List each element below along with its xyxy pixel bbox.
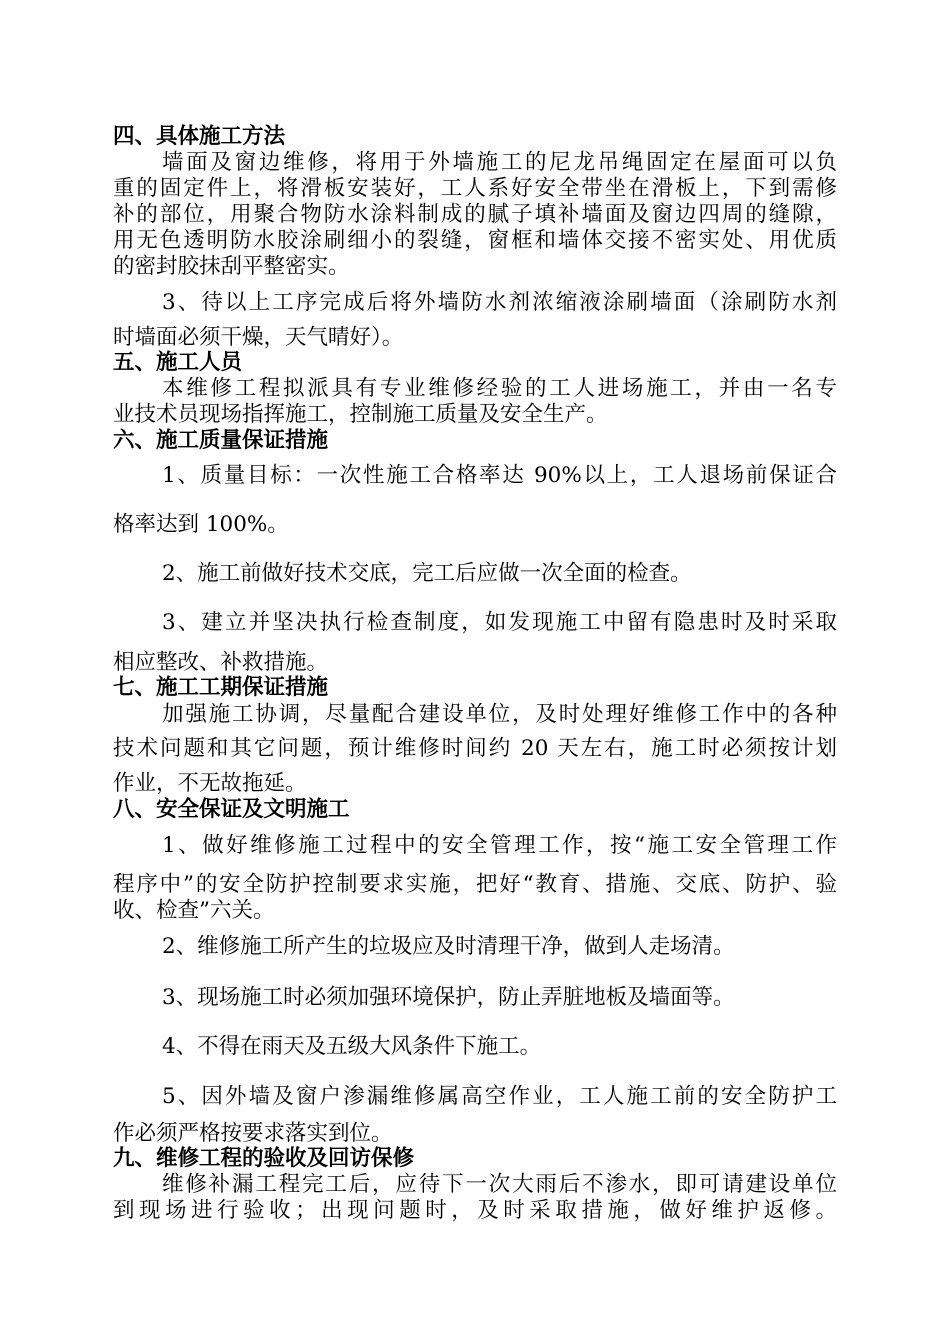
paragraph-line: 时墙面必须干燥，天气晴好）。 [113,325,404,350]
paragraph-line: 3、现场施工时必须加强环境保护，防止弄脏地板及墙面等。 [162,985,735,1010]
paragraph-line: 维修补漏工程完工后，应待下一次大雨后不渗水，即可请建设单位 [162,1172,837,1197]
paragraph-line: 程序中”的安全防护控制要求实施，把好“教育、措施、交底、防护、验 [113,872,837,897]
paragraph-line: 到现场进行验收；出现问题时，及时采取措施，做好维护返修。 [113,1198,837,1223]
paragraph-line: 墙面及窗边维修，将用于外墙施工的尼龙吊绳固定在屋面可以负 [162,150,837,175]
section-heading-8: 八、安全保证及文明施工 [113,797,350,822]
section-heading-6: 六、施工质量保证措施 [113,428,329,453]
paragraph-line: 本维修工程拟派具有专业维修经验的工人进场施工，并由一名专 [162,376,837,401]
paragraph-line: 相应整改、补救措施。 [113,650,329,675]
section-heading-9: 九、维修工程的验收及回访保修 [113,1146,415,1171]
paragraph-line: 3、待以上工序完成后将外墙防水剂浓缩液涂刷墙面（涂刷防水剂 [162,290,837,315]
paragraph-line: 技术问题和其它问题，预计维修时间约 20 天左右，施工时必须按计划 [113,736,837,761]
paragraph-line: 4、不得在雨天及五级大风条件下施工。 [162,1034,542,1059]
paragraph-line: 1、做好维修施工过程中的安全管理工作，按“施工安全管理工作 [162,833,837,858]
paragraph-line: 作业，不无故拖延。 [113,771,307,796]
paragraph-line: 2、施工前做好技术交底，完工后应做一次全面的检查。 [162,561,692,586]
paragraph-line: 作必须严格按要求落实到位。 [113,1121,393,1146]
paragraph-line: 补的部位，用聚合物防水涂料制成的腻子填补墙面及窗边四周的缝隙， [113,202,837,227]
paragraph-line: 5、因外墙及窗户渗漏维修属高空作业，工人施工前的安全防护工 [162,1084,837,1109]
paragraph-line: 加强施工协调，尽量配合建设单位，及时处理好维修工作中的各种 [162,702,837,727]
paragraph-line: 格率达到 100%。 [113,512,289,537]
paragraph-line: 重的固定件上，将滑板安装好，工人系好安全带坐在滑板上，下到需修 [113,176,837,201]
section-heading-5: 五、施工人员 [113,350,243,375]
paragraph-line: 的密封胶抹刮平整密实。 [113,254,350,279]
paragraph-line: 3、建立并坚决执行检查制度，如发现施工中留有隐患时及时采取 [162,610,837,635]
paragraph-line: 业技术员现场指挥施工，控制施工质量及安全生产。 [113,402,608,427]
paragraph-line: 1、质量目标：一次性施工合格率达 90%以上，工人退场前保证合 [162,463,837,488]
paragraph-line: 收、检查”六关。 [113,898,275,923]
paragraph-line: 2、维修施工所产生的垃圾应及时清理干净，做到人走场清。 [162,934,735,959]
section-heading-4: 四、具体施工方法 [113,124,286,149]
paragraph-line: 用无色透明防水胶涂刷细小的裂缝，窗框和墙体交接不密实处、用优质 [113,228,837,253]
section-heading-7: 七、施工工期保证措施 [113,675,329,700]
